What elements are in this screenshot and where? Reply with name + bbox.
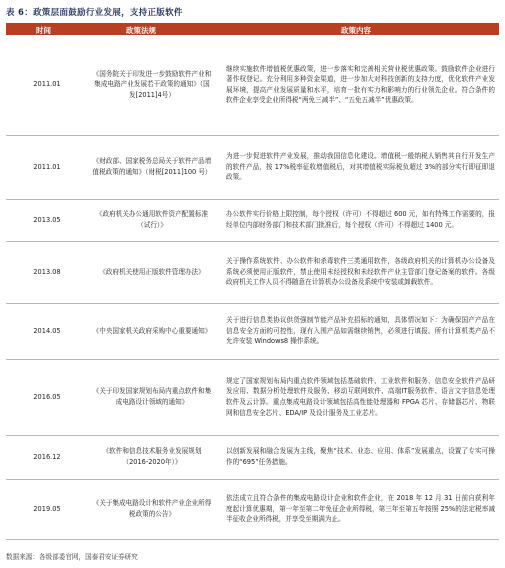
row-time: 2016.05 bbox=[33, 392, 61, 401]
table-row bbox=[6, 435, 499, 479]
table-title: 表 6：政策层面鼓励行业发展，支持正版软件 bbox=[6, 8, 183, 18]
column-header-time: 时间 bbox=[36, 25, 51, 35]
row-content: 以创新发展和融合发展为主线，聚焦“技术、业态、应用、体系”发展重点，设置了专实可操作的“695”任务措施。 bbox=[226, 447, 495, 466]
row-policy: 《国务院关于印发进一步鼓励软件产业和集成电路产业发展若干政策的通知》（国发[2011]4号） bbox=[92, 69, 212, 100]
table-row bbox=[6, 303, 499, 359]
row-time: 2013.08 bbox=[33, 267, 61, 276]
column-header-policy: 政策法规 bbox=[126, 25, 156, 35]
row-policy: 《关于印发国家规划布局内重点软件和集成电路设计领域的通知》 bbox=[92, 387, 212, 406]
row-content: 规定了国家规划布局内重点软件领域包括基础软件、工业软件和服务、信息安全软件产品研发应用、数据分析处理软件及服务、移动互联网软件、高端IT服务软件、语言文字信息处理软件及云计算。重点集成电路设计领域包括高性能处理器和 FPGA 芯片、存储器芯片、物联网和信息安全芯片、EDA/IP 及设计服务及工业芯片。 bbox=[226, 376, 495, 417]
row-content: 关于操作系统软件、办公软件和杀毒软件三类通用软件，各级政府机关的计算机办公设备及系统必须使用正版软件，禁止使用未经授权和未经软件产业主管部门登记备案的软件。各级政府机关工作人员不得随意在计算机办公设备及系统中安装或卸载软件。 bbox=[226, 257, 495, 287]
row-policy: 《软件和信息技术服务业发展规划（2016-2020年）》 bbox=[102, 447, 202, 466]
table-row bbox=[6, 135, 499, 199]
row-time: 2011.01 bbox=[33, 162, 61, 171]
data-source-note: 数据来源：各级部委官网，国泰君安证券研究 bbox=[6, 553, 138, 561]
row-content: 依法成立且符合条件的集成电路设计企业和软件企业，在 2018 年 12 月 31 日前自获利年度起计算优惠期，第一年至第二年免征企业所得税，第三年至第五年按照 25%的法定税率减半征收企业所得税，并享受至期满为止。 bbox=[226, 494, 495, 524]
row-content: 继续实施软件增值税优惠政策，进一步落实和完善相关营业税优惠政策。鼓励软件企业进行著作权登记。充分利用多种资金渠道，进一步加大对科技创新的支持力度，优化软件产业发展环境，提高产业发展质量和水平，培育一批有实力和影响力的行业领先企业。符合条件的软件企业享受企业所得税“两免三减半”、“五免五减半”优惠政策。 bbox=[226, 64, 495, 105]
row-time: 2011.01 bbox=[33, 80, 61, 89]
row-time: 2016.12 bbox=[33, 452, 61, 461]
table-row bbox=[6, 479, 499, 539]
table-row bbox=[6, 359, 499, 435]
row-content: 办公软件实行价格上限控制，每个授权（许可）不得超过 600 元，如有特殊工作需要的，报经单位内部财务部门和技术部门批准后，每个授权（许可）不得超过 1400 元。 bbox=[226, 210, 495, 229]
row-policy: 《关于集成电路设计和软件产业企业所得税政策的公告》 bbox=[92, 499, 212, 518]
row-policy: 《政府机关办公通用软件资产配置标准（试行）》 bbox=[95, 210, 209, 229]
row-content: 关于进行信息类协议供货强制节能产品补充招标的通知，具体情况如下：为确保国产产品在信息安全方面的可控性，现有入围产品如需继续销售，必须进行填报。所有计算机类产品不允许安装 Windows8 操作系统。 bbox=[226, 316, 495, 346]
row-policy: 《政府机关使用正版软件管理办法》 bbox=[99, 267, 205, 276]
row-time: 2013.05 bbox=[33, 215, 61, 224]
row-time: 2014.05 bbox=[33, 326, 61, 335]
table-row bbox=[6, 35, 499, 135]
table-header bbox=[6, 23, 499, 35]
table-row bbox=[6, 199, 499, 241]
column-header-content: 政策内容 bbox=[341, 25, 371, 35]
row-time: 2019.05 bbox=[33, 504, 61, 513]
table-row bbox=[6, 241, 499, 303]
policy-table bbox=[6, 35, 499, 540]
row-policy: 《财政部、国家税务总局关于软件产品增值税政策的通知》（财税[2011]100 号） bbox=[92, 157, 212, 176]
row-policy: 《中央国家机关政府采购中心重要通知》 bbox=[92, 326, 212, 335]
row-content: 为进一步促进软件产业发展，推动我国信息化建设。增值税一般纳税人销售其自行开发生产的软件产品，按 17%税率征收增值税后，对其增值税实际税负超过 3%的部分实行即征即退政策。 bbox=[226, 152, 495, 182]
